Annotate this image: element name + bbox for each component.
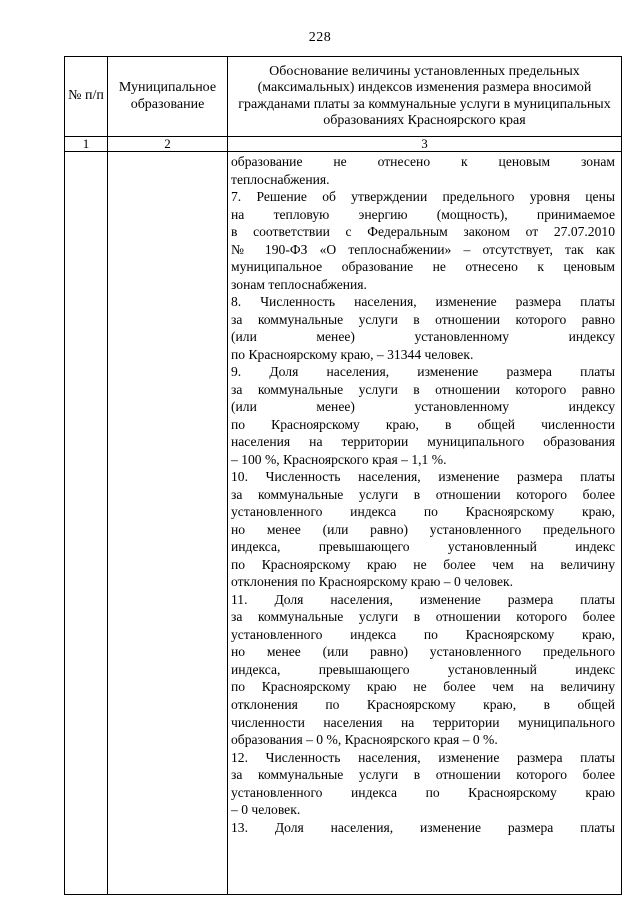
text-line: за коммунальные услуги в отношении которого более bbox=[231, 486, 615, 502]
text-line: по Красноярскому краю не более чем на величину bbox=[231, 556, 615, 572]
page-number: 228 bbox=[308, 30, 332, 45]
column-number-3: 3 bbox=[228, 137, 622, 152]
text-line: образования – 0 %, Красноярского края – 0 %. bbox=[231, 732, 498, 748]
text-line: зонам теплоснабжения. bbox=[231, 276, 367, 292]
header-justification: Обоснование величины установленных предельных (максимальных) индексов изменения размера вносимой гражданами платы за коммунальные услуги в муниципальных образованиях Красноярского края bbox=[228, 57, 622, 137]
table-header-row bbox=[65, 57, 622, 137]
text-line: за коммунальные услуги в отношении которого равно bbox=[231, 311, 615, 327]
text-line: установленного индекса по Красноярскому краю, bbox=[231, 504, 615, 520]
text-line: численности населения на территории муниципального bbox=[231, 714, 615, 730]
text-line: по Красноярскому краю, – 31344 человек. bbox=[231, 346, 474, 362]
column-number-2: 2 bbox=[108, 137, 228, 152]
text-line: 7. Решение об утверждении предельного уровня цены bbox=[231, 189, 615, 205]
text-line: 9. Доля населения, изменение размера платы bbox=[231, 364, 615, 380]
column-number-1: 1 bbox=[65, 137, 108, 152]
header-municipality: Муниципальное образование bbox=[108, 57, 228, 137]
text-line: индекса, превышающего установленный индекс bbox=[231, 661, 615, 677]
column-number-row bbox=[65, 137, 622, 152]
text-line: 12. Численность населения, изменение размера платы bbox=[231, 749, 615, 765]
text-line: (или менее) установленному индексу bbox=[231, 399, 615, 415]
text-line: населения на территории муниципального образования bbox=[231, 434, 615, 450]
text-line: – 0 человек. bbox=[231, 802, 301, 818]
justification-table bbox=[64, 56, 622, 895]
text-line: 8. Численность населения, изменение размера платы bbox=[231, 294, 615, 310]
text-line: индекса, превышающего установленный индекс bbox=[231, 539, 615, 555]
text-line: – 100 %, Красноярского края – 1,1 %. bbox=[231, 451, 447, 467]
text-line: по Красноярскому краю, в общей численности bbox=[231, 416, 615, 432]
row-number-cell bbox=[65, 152, 108, 895]
text-line: 11. Доля населения, изменение размера платы bbox=[231, 591, 615, 607]
text-line: за коммунальные услуги в отношении которого более bbox=[231, 767, 615, 783]
text-line: установленного индекса по Красноярскому краю bbox=[231, 784, 615, 800]
text-line: в соответствии с Федеральным законом от 27.07.2010 bbox=[231, 224, 615, 240]
text-line: муниципальное образование не отнесено к ценовым bbox=[231, 259, 615, 275]
text-line: за коммунальные услуги в отношении которого равно bbox=[231, 381, 615, 397]
text-line: по Красноярскому краю не более чем на величину bbox=[231, 679, 615, 695]
text-line: 13. Доля населения, изменение размера платы bbox=[231, 819, 615, 835]
text-line: но менее (или равно) установленного предельного bbox=[231, 644, 615, 660]
text-line: за коммунальные услуги в отношении которого более bbox=[231, 609, 615, 625]
row-justification-cell bbox=[228, 152, 622, 895]
text-line: установленного индекса по Красноярскому краю, bbox=[231, 626, 615, 642]
text-line: теплоснабжения. bbox=[231, 171, 330, 187]
table-row bbox=[65, 152, 622, 895]
text-line: на тепловую энергию (мощность), принимаемое bbox=[231, 206, 615, 222]
text-line: отклонения по Красноярскому краю, в общей bbox=[231, 696, 615, 712]
row-municipality-cell bbox=[108, 152, 228, 895]
header-number: № п/п bbox=[65, 57, 108, 137]
text-line: (или менее) установленному индексу bbox=[231, 329, 615, 345]
text-line: но менее (или равно) установленного предельного bbox=[231, 521, 615, 537]
text-line: 10. Численность населения, изменение размера платы bbox=[231, 469, 615, 485]
text-line: № 190-ФЗ «О теплоснабжении» – отсутствует, так как bbox=[231, 241, 615, 257]
text-line: отклонения по Красноярскому краю – 0 человек. bbox=[231, 574, 514, 590]
text-line: образование не отнесено к ценовым зонам bbox=[231, 154, 615, 169]
justification-text bbox=[231, 153, 615, 836]
